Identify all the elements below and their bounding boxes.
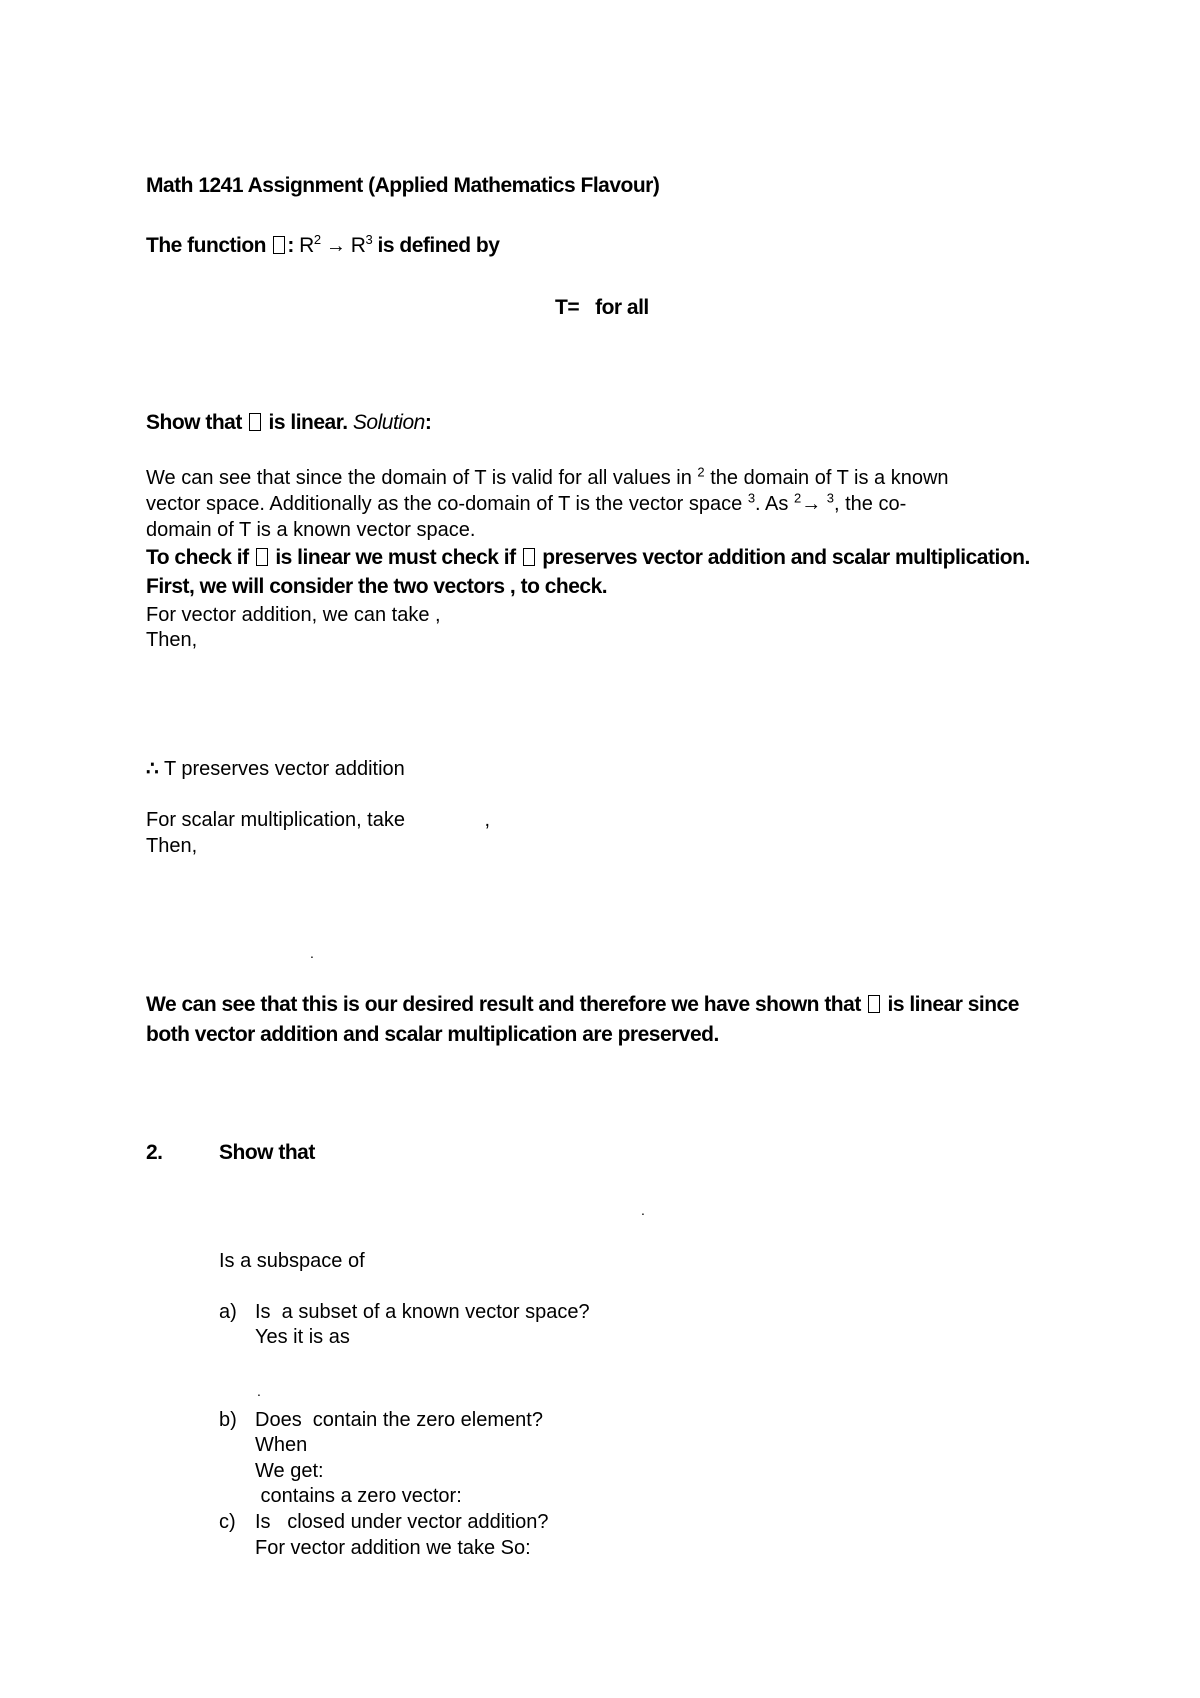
check-linearity-line (146, 546, 1030, 570)
then-line-2: Then, (146, 835, 198, 857)
vector-addition-line: For vector addition, we can take , (146, 604, 441, 626)
list-item-marker: b) (219, 1409, 237, 1431)
missing-symbol-box (256, 548, 268, 566)
para-exponent: 2 (793, 490, 802, 506)
paragraph-domain-line-2 (146, 490, 907, 516)
function-formula: T= for all (555, 296, 649, 319)
conclusion-line-2: both vector addition and scalar multiplication are preserved. (146, 1023, 719, 1046)
function-definition (146, 234, 499, 258)
missing-symbol-box (273, 236, 285, 254)
paragraph-domain-line-3: domain of T is a known vector space. (146, 519, 476, 541)
scalar-text: For scalar multiplication, take (146, 809, 405, 831)
list-item-line: Is closed under vector addition? (255, 1511, 549, 1533)
codomain-exponent: 3 (365, 232, 373, 247)
stray-dot: . (310, 945, 314, 961)
scalar-multiplication-line (146, 809, 490, 832)
list-item-marker: c) (219, 1511, 236, 1533)
conclusion-text: is linear since (887, 993, 1019, 1016)
show-suffix: is linear. (268, 411, 348, 434)
domain-exponent: 2 (313, 232, 321, 247)
list-item-line: Is a subset of a known vector space? (255, 1301, 590, 1323)
paragraph-domain-line-1 (146, 464, 949, 490)
therefore-icon: ∴ (146, 758, 159, 780)
list-item-line: . (257, 1383, 261, 1399)
right-arrow-icon: → (801, 493, 822, 515)
codomain-symbol (351, 234, 372, 257)
list-item-line: We get: (255, 1460, 324, 1482)
subspace-line: Is a subspace of (219, 1250, 365, 1272)
missing-symbol-box (523, 548, 535, 566)
list-item-line: Does contain the zero element? (255, 1409, 543, 1431)
function-prefix: The function (146, 234, 266, 257)
para-text: We can see that since the domain of T is valid for all values in (146, 467, 692, 489)
domain-letter: R (299, 234, 314, 257)
question-1-prompt (146, 411, 431, 435)
question-2-number: 2. (146, 1141, 163, 1164)
missing-symbol-box (868, 995, 880, 1013)
codomain-letter: R (350, 234, 366, 257)
conclusion-text: We can see that this is our desired result and therefore we have shown that (146, 993, 861, 1016)
solution-colon: : (424, 411, 432, 434)
missing-symbol-box (249, 413, 261, 431)
check-text: preserves vector addition and scalar multiplication. (542, 546, 1030, 569)
list-item-line: Yes it is as (255, 1326, 350, 1348)
then-line-1: Then, (146, 629, 198, 651)
stray-dot: . (641, 1202, 645, 1218)
map-arrow: → (325, 235, 346, 257)
map-colon: : (287, 234, 294, 257)
check-text: To check if (146, 546, 249, 569)
para-text: , the co- (834, 493, 907, 515)
first-consider-line: First, we will consider the two vectors , to check. (146, 575, 608, 598)
para-exponent: 2 (697, 464, 705, 480)
show-prefix: Show that (146, 411, 242, 434)
conclusion-line-1 (146, 993, 1019, 1017)
list-item-marker: a) (219, 1301, 237, 1323)
para-text: vector space. Additionally as the co-domain of T is the vector space (146, 493, 743, 515)
scalar-comma: , (484, 809, 491, 831)
list-item-line: When (255, 1434, 308, 1456)
function-suffix: is defined by (377, 234, 500, 257)
preserves-text: T preserves vector addition (163, 758, 405, 780)
list-item-line: For vector addition we take So: (255, 1537, 531, 1559)
para-exponent: 3 (826, 490, 834, 506)
check-text: is linear we must check if (275, 546, 516, 569)
page-title: Math 1241 Assignment (Applied Mathematics Flavour) (146, 174, 660, 197)
para-text: the domain of T is a known (710, 467, 949, 489)
preserves-vector-addition (146, 756, 405, 781)
para-text: . As (755, 493, 789, 515)
question-2-prompt: Show that (219, 1141, 315, 1164)
solution-label: Solution (352, 411, 425, 434)
list-item-line: contains a zero vector: (255, 1485, 462, 1507)
domain-symbol (299, 234, 320, 257)
para-exponent: 3 (747, 490, 756, 506)
